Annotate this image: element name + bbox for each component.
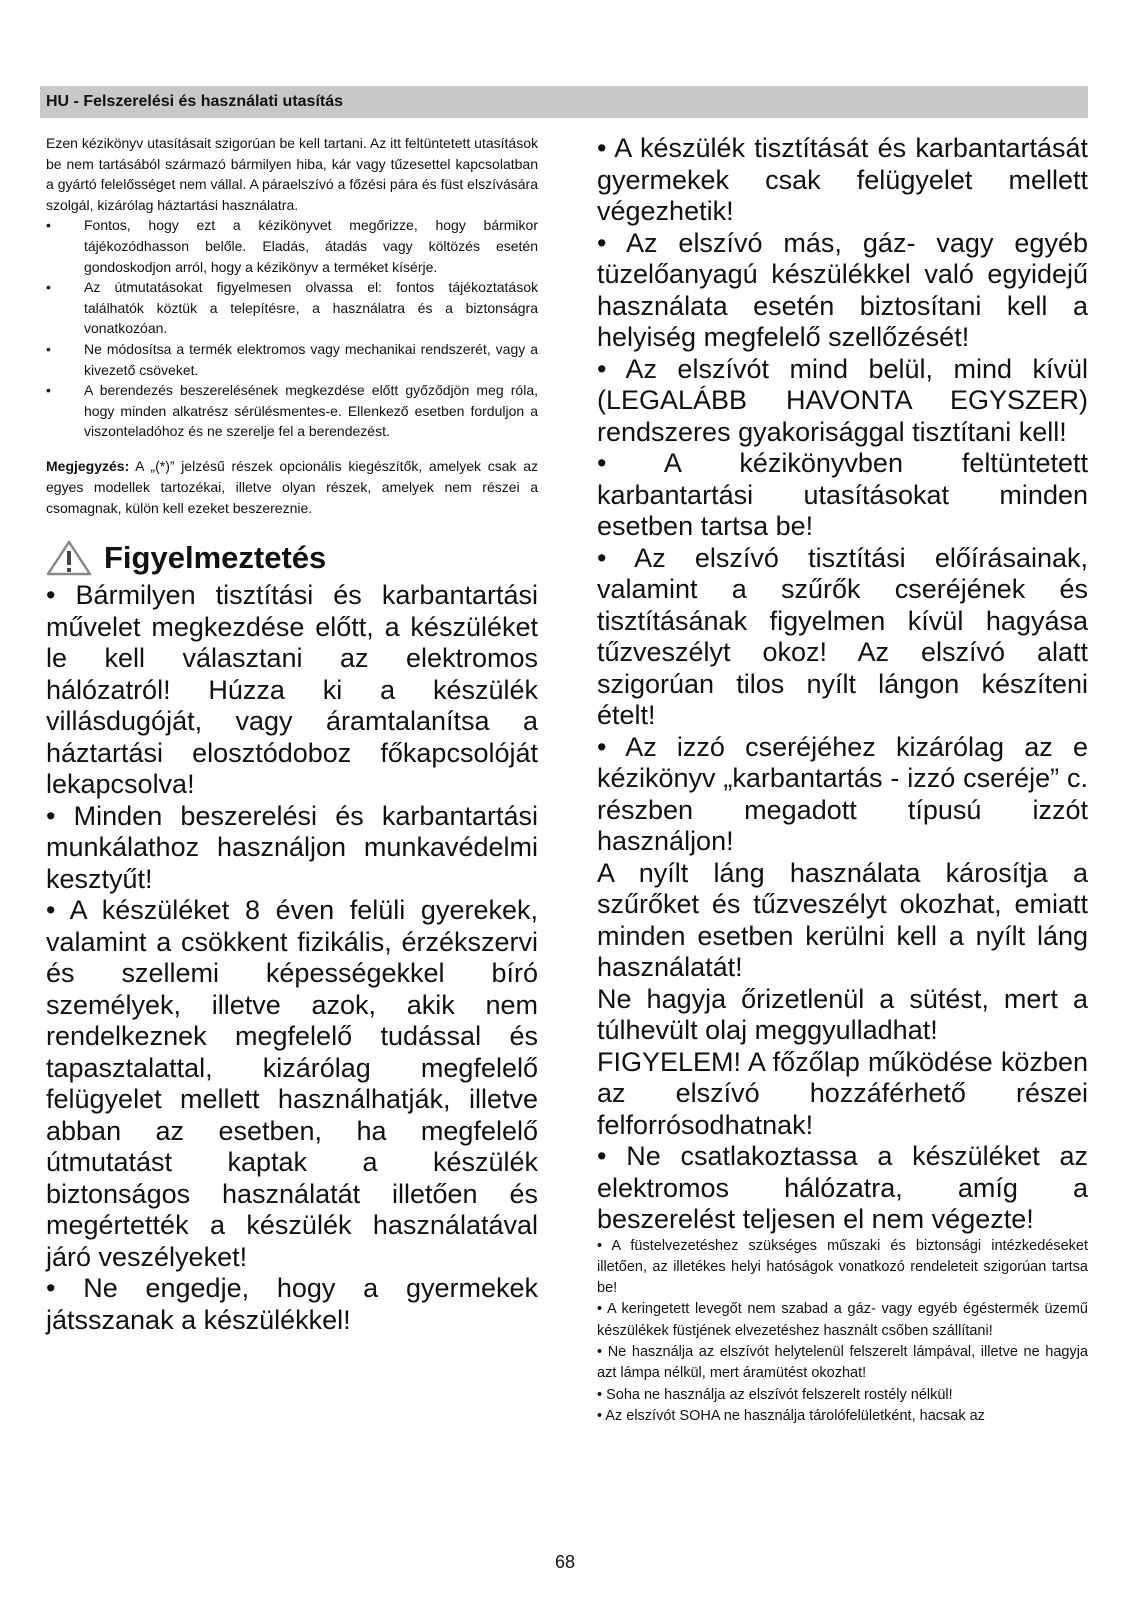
warning-paragraph: Ne hagyja őrizetlenül a sütést, mert a túlhevült olaj meggyulladhat! — [597, 983, 1088, 1045]
warning-paragraph: • Az elszívó tisztítási előírásainak, valamint a szűrők cseréjének és tisztításának figyelmen kívül hagyása tűzveszélyt okoz! Az elszívó alatt szigorúan tilos nyílt lángon készíteni ételt! — [597, 542, 1088, 730]
warning-paragraph: • Az elszívót mind belül, mind kívül (LEGALÁBB HAVONTA EGYSZER) rendszeres gyakorisággal tisztítani kell! — [597, 353, 1088, 447]
section-header: HU - Felszerelési és használati utasítás — [40, 86, 1088, 118]
list-item: • Fontos, hogy ezt a kézikönyvet megőrizze, hogy bármikor tájékozódhasson belőle. Eladás, átadás vagy költözés esetén gondoskodjon arról, hogy a kézikönyv a terméket kísérje. — [46, 215, 538, 277]
note-paragraph — [46, 456, 538, 518]
warning-heading — [46, 536, 538, 580]
warning-paragraph: • Ne csatlakoztassa a készüléket az elektromos hálózatra, amíg a beszerelést teljesen el nem végezte! — [597, 1141, 1088, 1234]
warning-paragraph: • Minden beszerelési és karbantartási munkálathoz használjon munkavédelmi kesztyűt! — [46, 800, 538, 894]
intro-paragraph: Ezen kézikönyv utasításait szigorúan be kell tartani. Az itt feltüntetett utasítások be nem tartásából származó bármilyen hiba, kár vagy tűzesettel kapcsolatban a gyártó felelősséget nem vállal. A páraelszívó a főzési pára és füst elszívására szolgál, kizárólag háztartási használatra. — [46, 135, 538, 213]
note-text: A „(*)” jelzésű részek opcionális kiegészítők, amelyek csak az egyes modellek tartozékai, illetve olyan részek, amelyek nem részei a csomagnak, külön kell ezeket beszereznie. — [46, 457, 539, 516]
warning-paragraph: • Bármilyen tisztítási és karbantartási művelet megkezdése előtt, a készüléket le kell választani az elektromos hálózatról! Húzza ki a készülék villásdugóját, vagy áramtalanítsa a háztartási elosztódoboz főkapcsolóját lekapcsolva! — [46, 580, 538, 800]
list-item: • Ne módosítsa a termék elektromos vagy mechanikai rendszerét, vagy a kivezető csöveket. — [46, 339, 538, 380]
warning-paragraph: • Az izzó cseréjéhez kizárólag az e kézikönyv „karbantartás - izzó cseréje” c. részben megadott típusú izzót használjon! — [597, 731, 1088, 856]
warning-title: Figyelmeztetés — [104, 540, 327, 576]
warning-paragraph: A nyílt láng használata károsítja a szűrőket és tűzveszélyt okozhat, emiatt minden esetben kerülni kell a nyílt láng használatát! — [597, 857, 1088, 982]
safety-paragraph: • A keringetett levegőt nem szabad a gáz- vagy egyéb égéstermék üzemű készülékek füstjének elvezetéshez használt csőben szállítani! — [597, 1301, 1088, 1339]
safety-paragraph: • Soha ne használja az elszívót felszerelt rostély nélkül! — [597, 1386, 953, 1403]
right-column — [597, 133, 1088, 1427]
warning-paragraph: • A kézikönyvben feltüntetett karbantartási utasításokat minden esetben tartsa be! — [597, 448, 1088, 541]
note-label: Megjegyzés: — [46, 457, 130, 474]
warning-triangle-icon — [46, 540, 92, 576]
safety-paragraph: • Ne használja az elszívót helytelenül felszerelt lámpával, illetve ne hagyja azt lámpa nélkül, mert áramütést okozhat! — [597, 1343, 1088, 1382]
page-number: 68 — [554, 1552, 576, 1572]
safety-paragraph: • A füstelvezetéshez szükséges műszaki és biztonsági intézkedéseket illetően, az illetékes helyi hatóságok vonatkozó rendeleteit szigorúan tartsa be! — [597, 1237, 1088, 1297]
list-item: • A berendezés beszerelésének megkezdése előtt győződjön meg róla, hogy minden alkatrész sérülésmentes-e. Ellenkező esetben forduljon a viszonteladóhoz és ne szerelje fel a berendezést. — [46, 380, 538, 442]
instruction-list — [46, 215, 538, 442]
warning-paragraph: • A készüléket 8 éven felüli gyerekek, valamint a csökkent fizikális, érzékszervi és szellemi képességekkel bíró személyek, illetve azok, akik nem rendelkeznek megfelelő tudással és tapasztalattal, kizárólag megfelelő felügyelet mellett használhatják, illetve abban az esetben, ha megfelelő útmutatást kaptak a készülék biztonságos használatát illetően és megértették a készülék használatával járó veszélyeket! — [46, 895, 538, 1272]
warning-paragraph: FIGYELEM! A főzőlap működése közben az elszívó hozzáférhető részei felforrósodhatnak! — [597, 1046, 1088, 1140]
warning-paragraph: • Az elszívó más, gáz- vagy egyéb tüzelőanyagú készülékkel való egyidejű használata esetén biztosítani kell a helyiség megfelelő szellőzését! — [597, 227, 1088, 352]
list-item: • Az útmutatásokat figyelmesen olvassa el: fontos tájékoztatások találhatók köztük a telepítésre, a használatra és a biztonságra vonatkozóan. — [46, 277, 538, 339]
left-column — [46, 133, 538, 1336]
safety-paragraph: • Az elszívót SOHA ne használja tárolófelületként, hacsak az — [597, 1407, 985, 1424]
warning-paragraph: • A készülék tisztítását és karbantartását gyermekek csak felügyelet mellett végezhetik! — [597, 133, 1088, 226]
warning-paragraph: • Ne engedje, hogy a gyermekek játsszanak a készülékkel! — [46, 1273, 538, 1335]
